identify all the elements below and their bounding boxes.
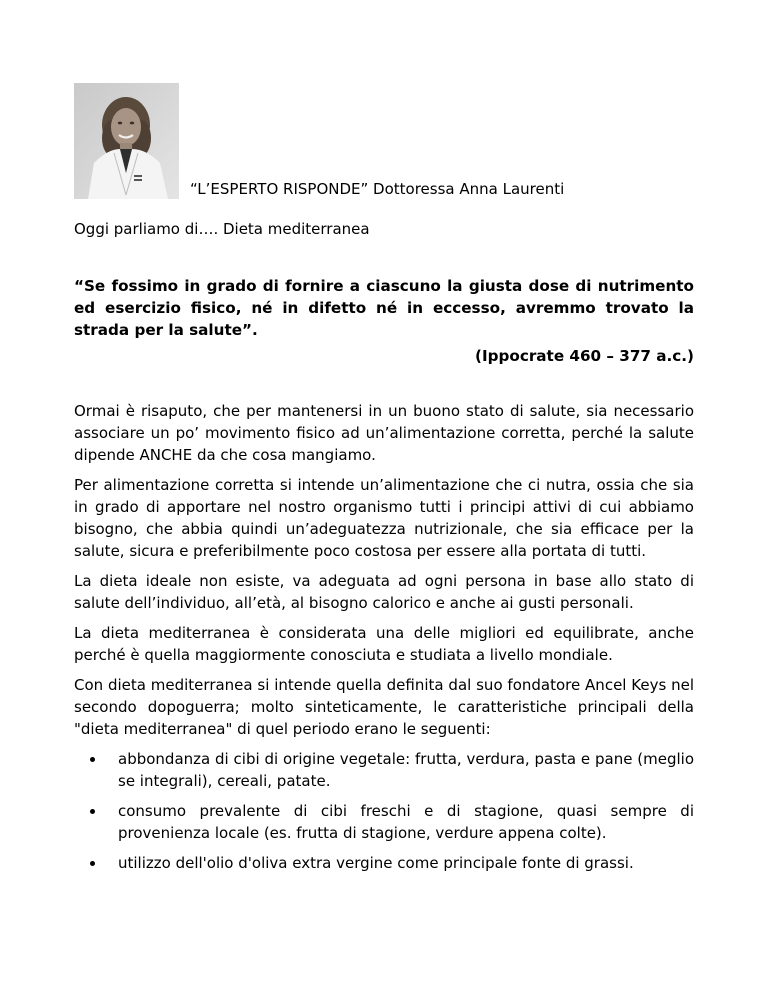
- list-item: abbondanza di cibi di origine vegetale: frutta, verdura, pasta e pane (meglio se integrali), cereali, patate.: [118, 750, 694, 790]
- quote-source: (Ippocrate 460 – 377 a.c.): [475, 347, 694, 365]
- topic-line: Oggi parliamo di…. Dieta mediterranea: [74, 220, 370, 238]
- paragraph: La dieta ideale non esiste, va adeguata ad ogni persona in base allo stato di salute dell’individuo, all’età, al bisogno calorico e anche ai gusti personali.: [74, 572, 694, 612]
- paragraph: Con dieta mediterranea si intende quella definita dal suo fondatore Ancel Keys nel secondo dopoguerra; molto sinteticamente, le caratteristiche principali della "dieta mediterranea" di quel periodo erano le seguenti:: [74, 676, 694, 738]
- paragraph: La dieta mediterranea è considerata una delle migliori ed equilibrate, anche perché è quella maggiormente conosciuta e studiata a livello mondiale.: [74, 624, 694, 664]
- hippocrates-quote: “Se fossimo in grado di fornire a ciascuno la giusta dose di nutrimento ed esercizio fisico, né in difetto né in eccesso, avremmo trovato la strada per la salute”.: [74, 277, 694, 339]
- article-body: [74, 400, 694, 882]
- characteristics-list: [74, 748, 694, 874]
- list-item: consumo prevalente di cibi freschi e di stagione, quasi sempre di provenienza locale (es. frutta di stagione, verdure appena colte).: [118, 802, 694, 842]
- author-portrait-icon: [74, 83, 179, 199]
- list-item: utilizzo dell'olio d'oliva extra vergine come principale fonte di grassi.: [118, 852, 694, 874]
- paragraph: Ormai è risaputo, che per mantenersi in un buono stato di salute, sia necessario associare un po’ movimento fisico ad un’alimentazione corretta, perché la salute dipende ANCHE da che cosa mangiamo.: [74, 402, 694, 464]
- expert-title-line: “L’ESPERTO RISPONDE” Dottoressa Anna Laurenti: [190, 180, 565, 198]
- paragraph: Per alimentazione corretta si intende un’alimentazione che ci nutra, ossia che sia in grado di apportare nel nostro organismo tutti i principi attivi di cui abbiamo bisogno, che abbia quindi un’adeguatezza nutrizionale, che sia efficace per la salute, sicura e preferibilmente poco costosa per essere alla portata di tutti.: [74, 476, 694, 560]
- author-photo: [74, 83, 179, 199]
